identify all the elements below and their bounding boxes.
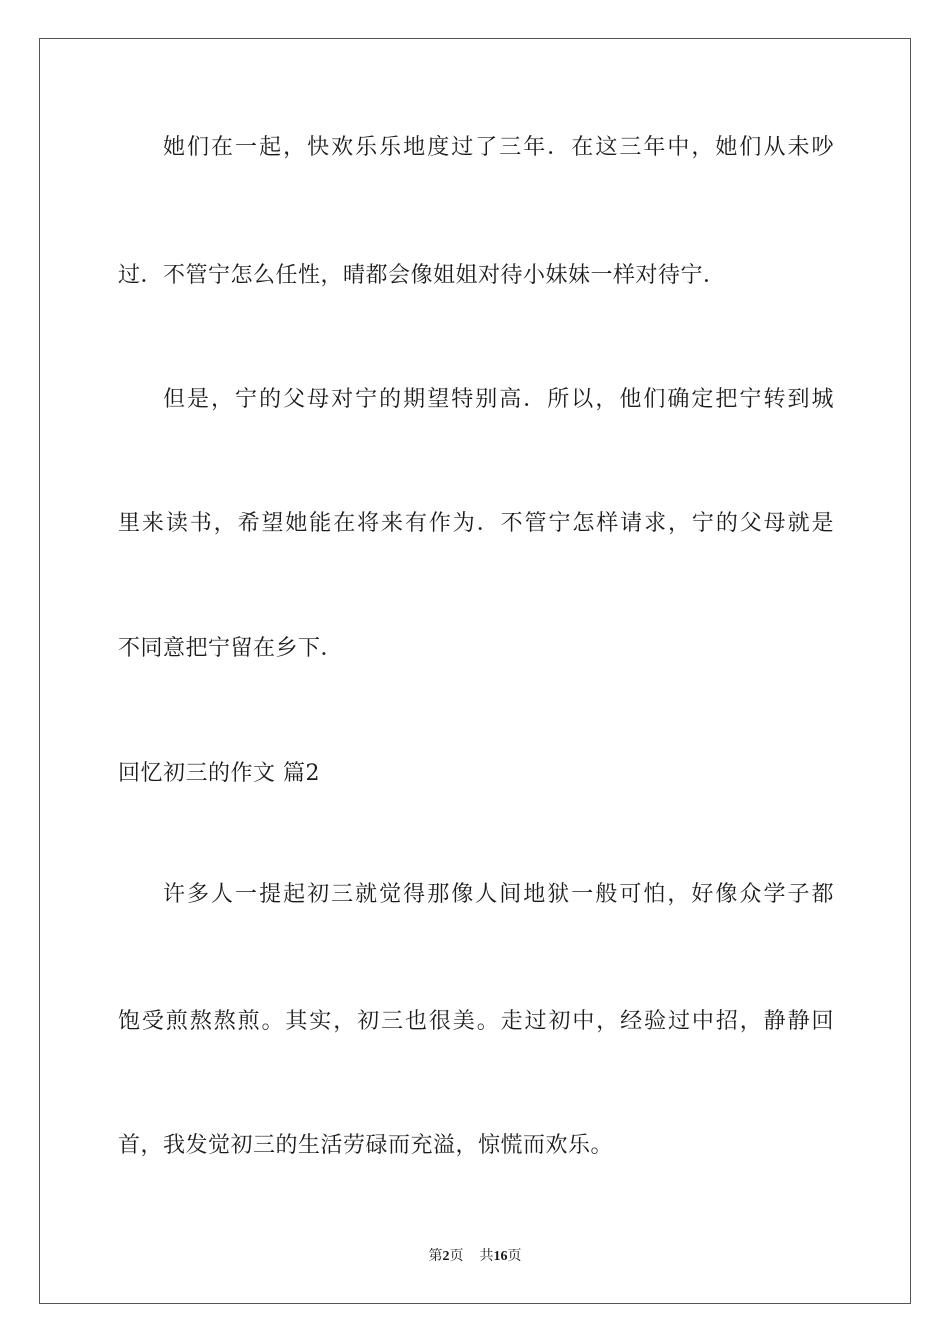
paragraph-1-line-2: 过．不管宁怎么任性，晴都会像姐姐对待小妹妹一样对待宁． (118, 263, 726, 288)
paragraph-2-line-1: 但是，宁的父母对宁的期望特别高．所以，他们确定把宁转到城 (163, 387, 834, 412)
footer-page-number: 2 (442, 1249, 450, 1264)
footer-total-suffix: 页 (507, 1249, 522, 1264)
footer-total-prefix: 共 (479, 1249, 494, 1264)
section-heading: 回忆初三的作文 篇2 (118, 761, 320, 786)
paragraph-3-line-1: 许多人一提起初三就觉得那像人间地狱一般可怕，好像众学子都 (163, 882, 834, 907)
page-border (39, 38, 911, 1304)
paragraph-2-line-3: 不同意把宁留在乡下． (118, 636, 344, 661)
page-footer (0, 1247, 950, 1267)
paragraph-3-line-2: 饱受煎熬熬煎。其实，初三也很美。走过初中，经验过中招，静静回 (118, 1009, 834, 1034)
paragraph-2-line-2: 里来读书，希望她能在将来有作为．不管宁怎样请求，宁的父母就是 (118, 511, 834, 536)
paragraph-1-line-1: 她们在一起，快欢乐乐地度过了三年．在这三年中，她们从未吵 (163, 135, 834, 160)
footer-page-suffix: 页 (449, 1249, 464, 1264)
footer-total-pages: 16 (493, 1249, 508, 1264)
paragraph-3-line-3: 首，我发觉初三的生活劳碌而充溢，惊慌而欢乐。 (118, 1133, 614, 1158)
footer-page-prefix: 第 (428, 1249, 443, 1264)
